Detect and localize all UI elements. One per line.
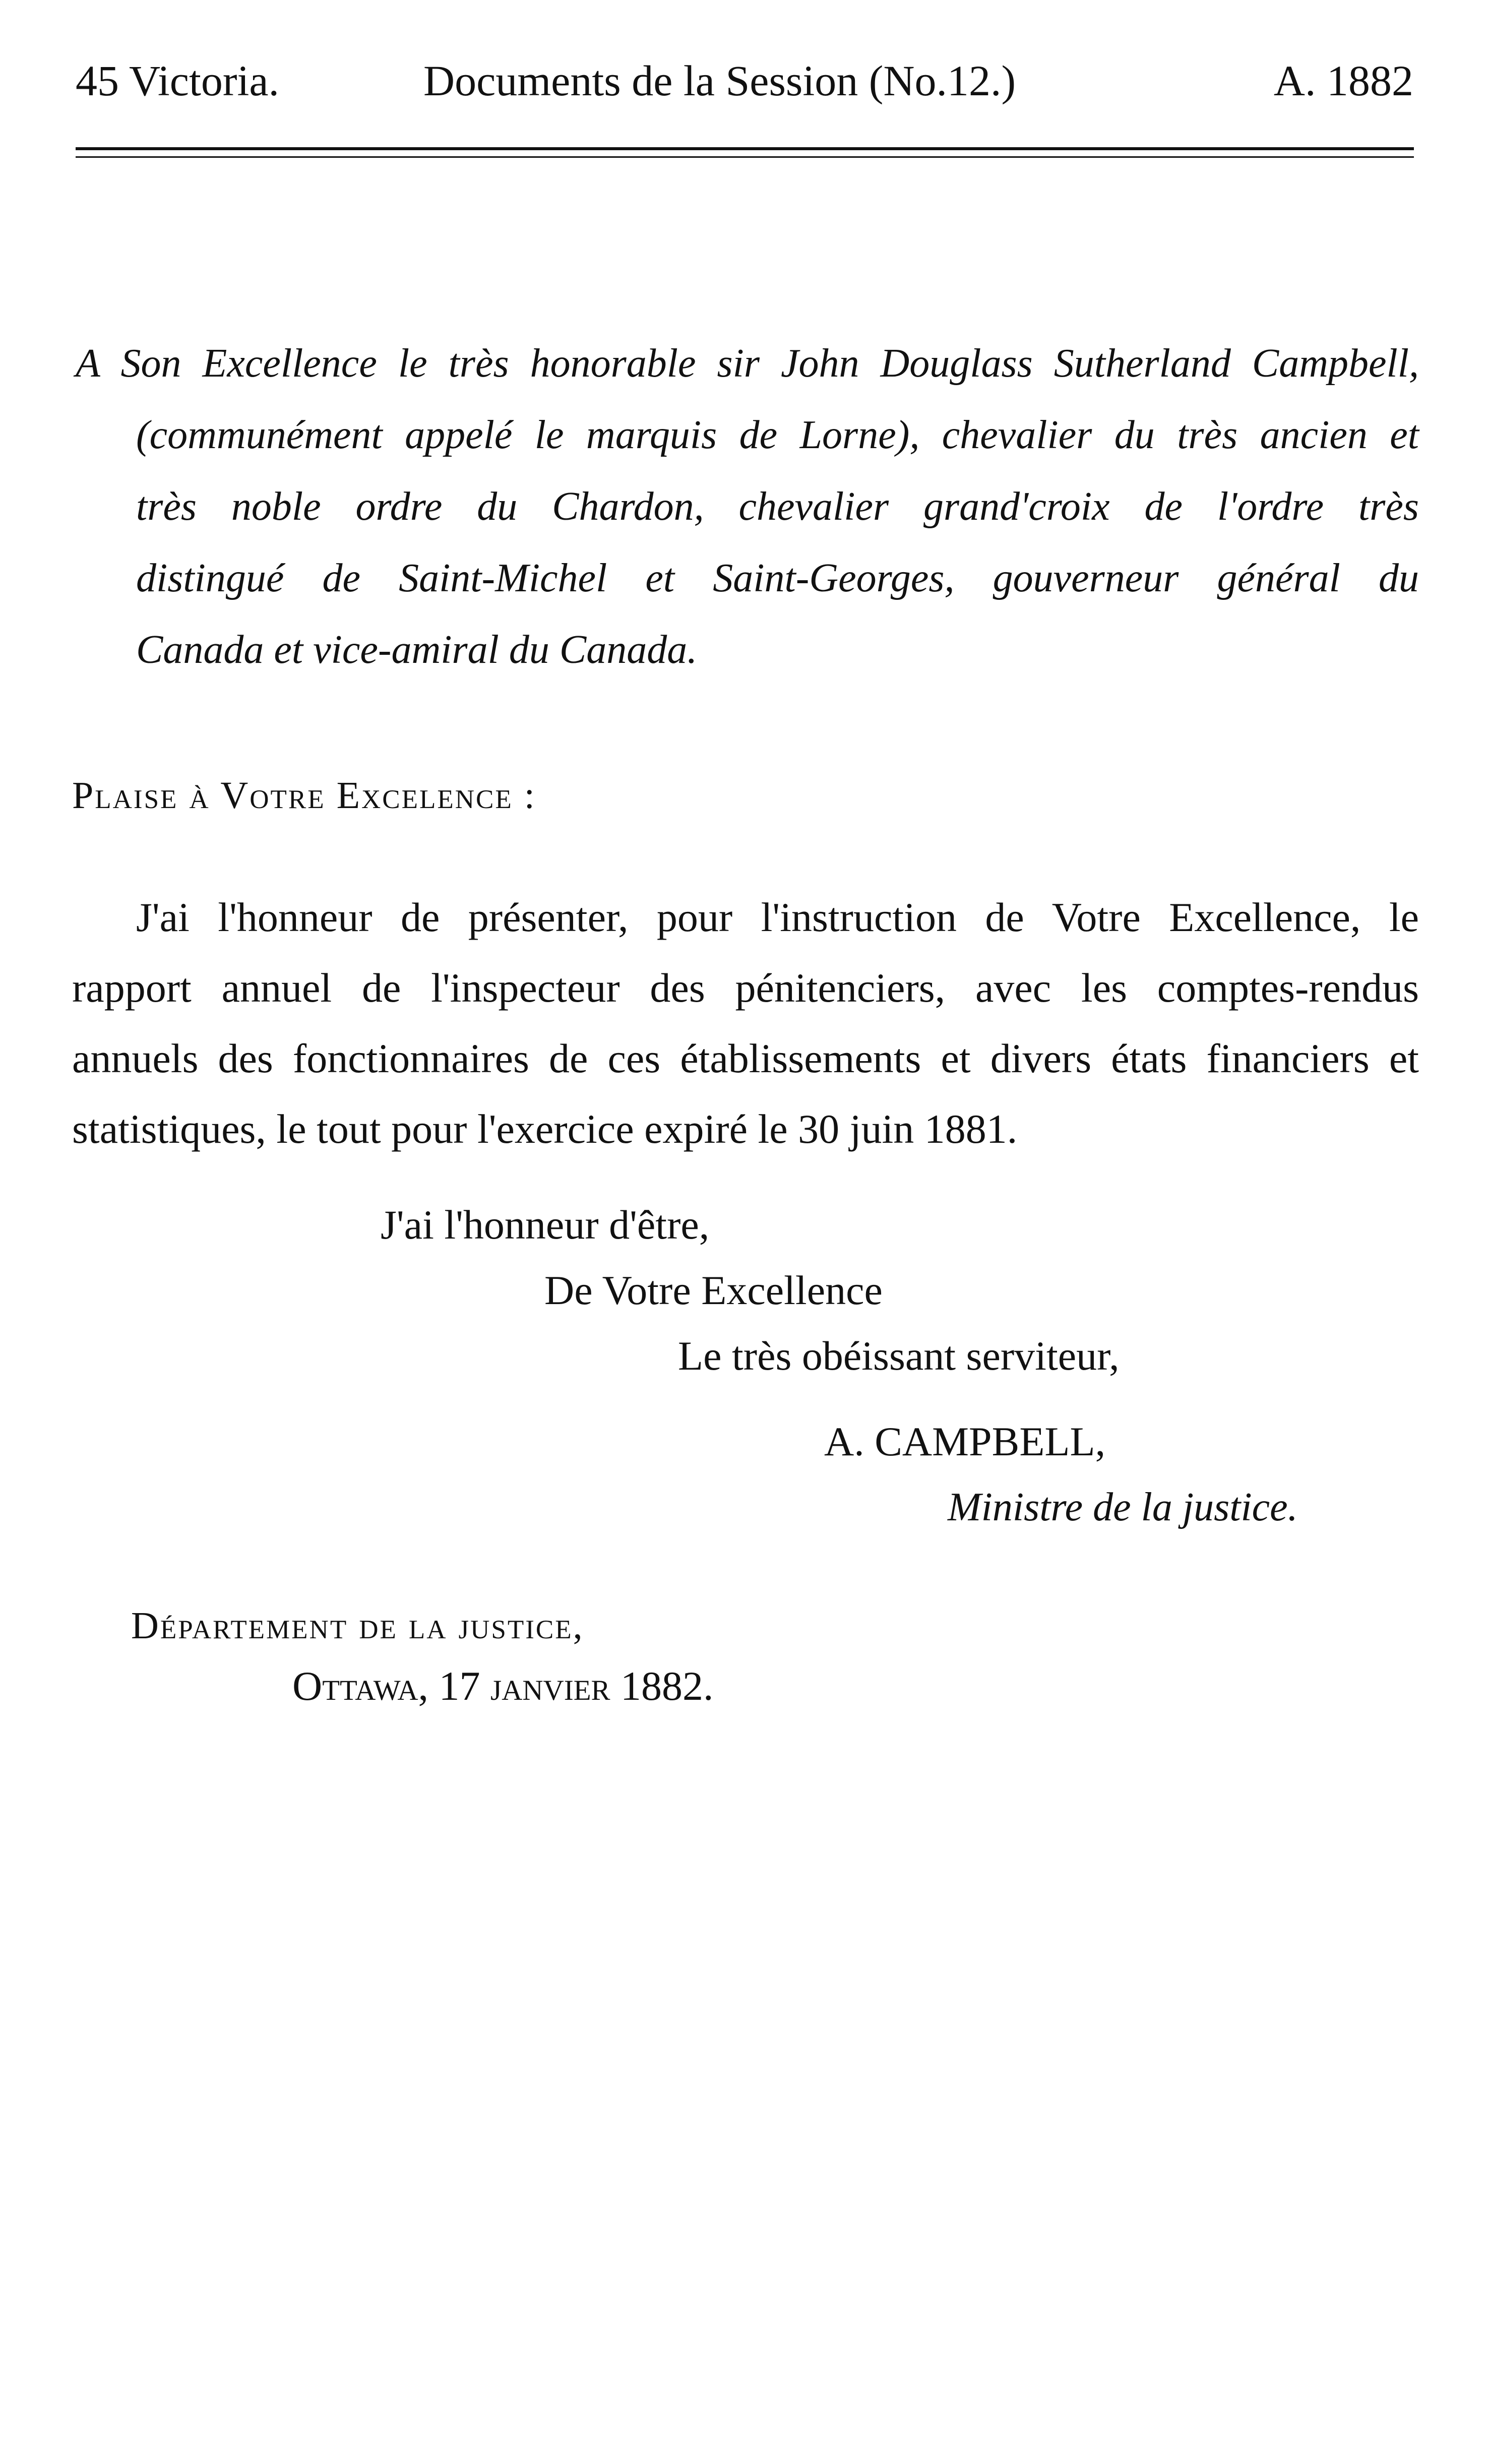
department-line: Département de la justice, (131, 1605, 584, 1647)
closing-line-2: De Votre Excellence (544, 1267, 883, 1313)
address-line: (communément appelé le marquis de Lorne), chevalier du très ancien et (136, 413, 1419, 457)
address-line: A Son Excellence le très honorable sir John Douglass Sutherland Campbell, (76, 341, 1419, 386)
body-line: rapport annuel de l'inspecteur des pénitenciers, avec les comptes-rendus (72, 965, 1419, 1011)
body-line: annuels des fonctionnaires de ces établissements et divers états financiers et (72, 1035, 1419, 1081)
salutation: Plaise à Votre Excelence : (72, 774, 536, 817)
body-line: statistiques, le tout pour l'exercice expiré le 30 juin 1881. (72, 1106, 1018, 1152)
city-date-line (292, 1658, 714, 1714)
header-session-year: 45 Victoria. (76, 56, 280, 105)
header-rule (76, 147, 1414, 150)
address-line: distingué de Saint-Michel et Saint-Georges, gouverneur général du (136, 556, 1419, 600)
signature-name: A. CAMPBELL, (824, 1419, 1106, 1464)
header-document-title: Documents de la Session (No.12.) (423, 56, 1016, 105)
header-year: A. 1882 (1273, 56, 1413, 105)
body-line: J'ai l'honneur de présenter, pour l'instruction de Votre Excellence, le (136, 894, 1419, 940)
header-rule-thin (76, 156, 1414, 158)
address-line: très noble ordre du Chardon, chevalier grand'croix de l'ordre très (136, 484, 1419, 529)
signature-title: Ministre de la justice. (948, 1485, 1298, 1529)
closing-line-3: Le très obéissant serviteur, (678, 1333, 1120, 1379)
closing-line-1: J'ai l'honneur d'être, (381, 1202, 710, 1248)
address-line: Canada et vice-amiral du Canada. (136, 628, 698, 672)
city-date-text: Ottawa, 17 janvier 1882. (292, 1663, 714, 1709)
